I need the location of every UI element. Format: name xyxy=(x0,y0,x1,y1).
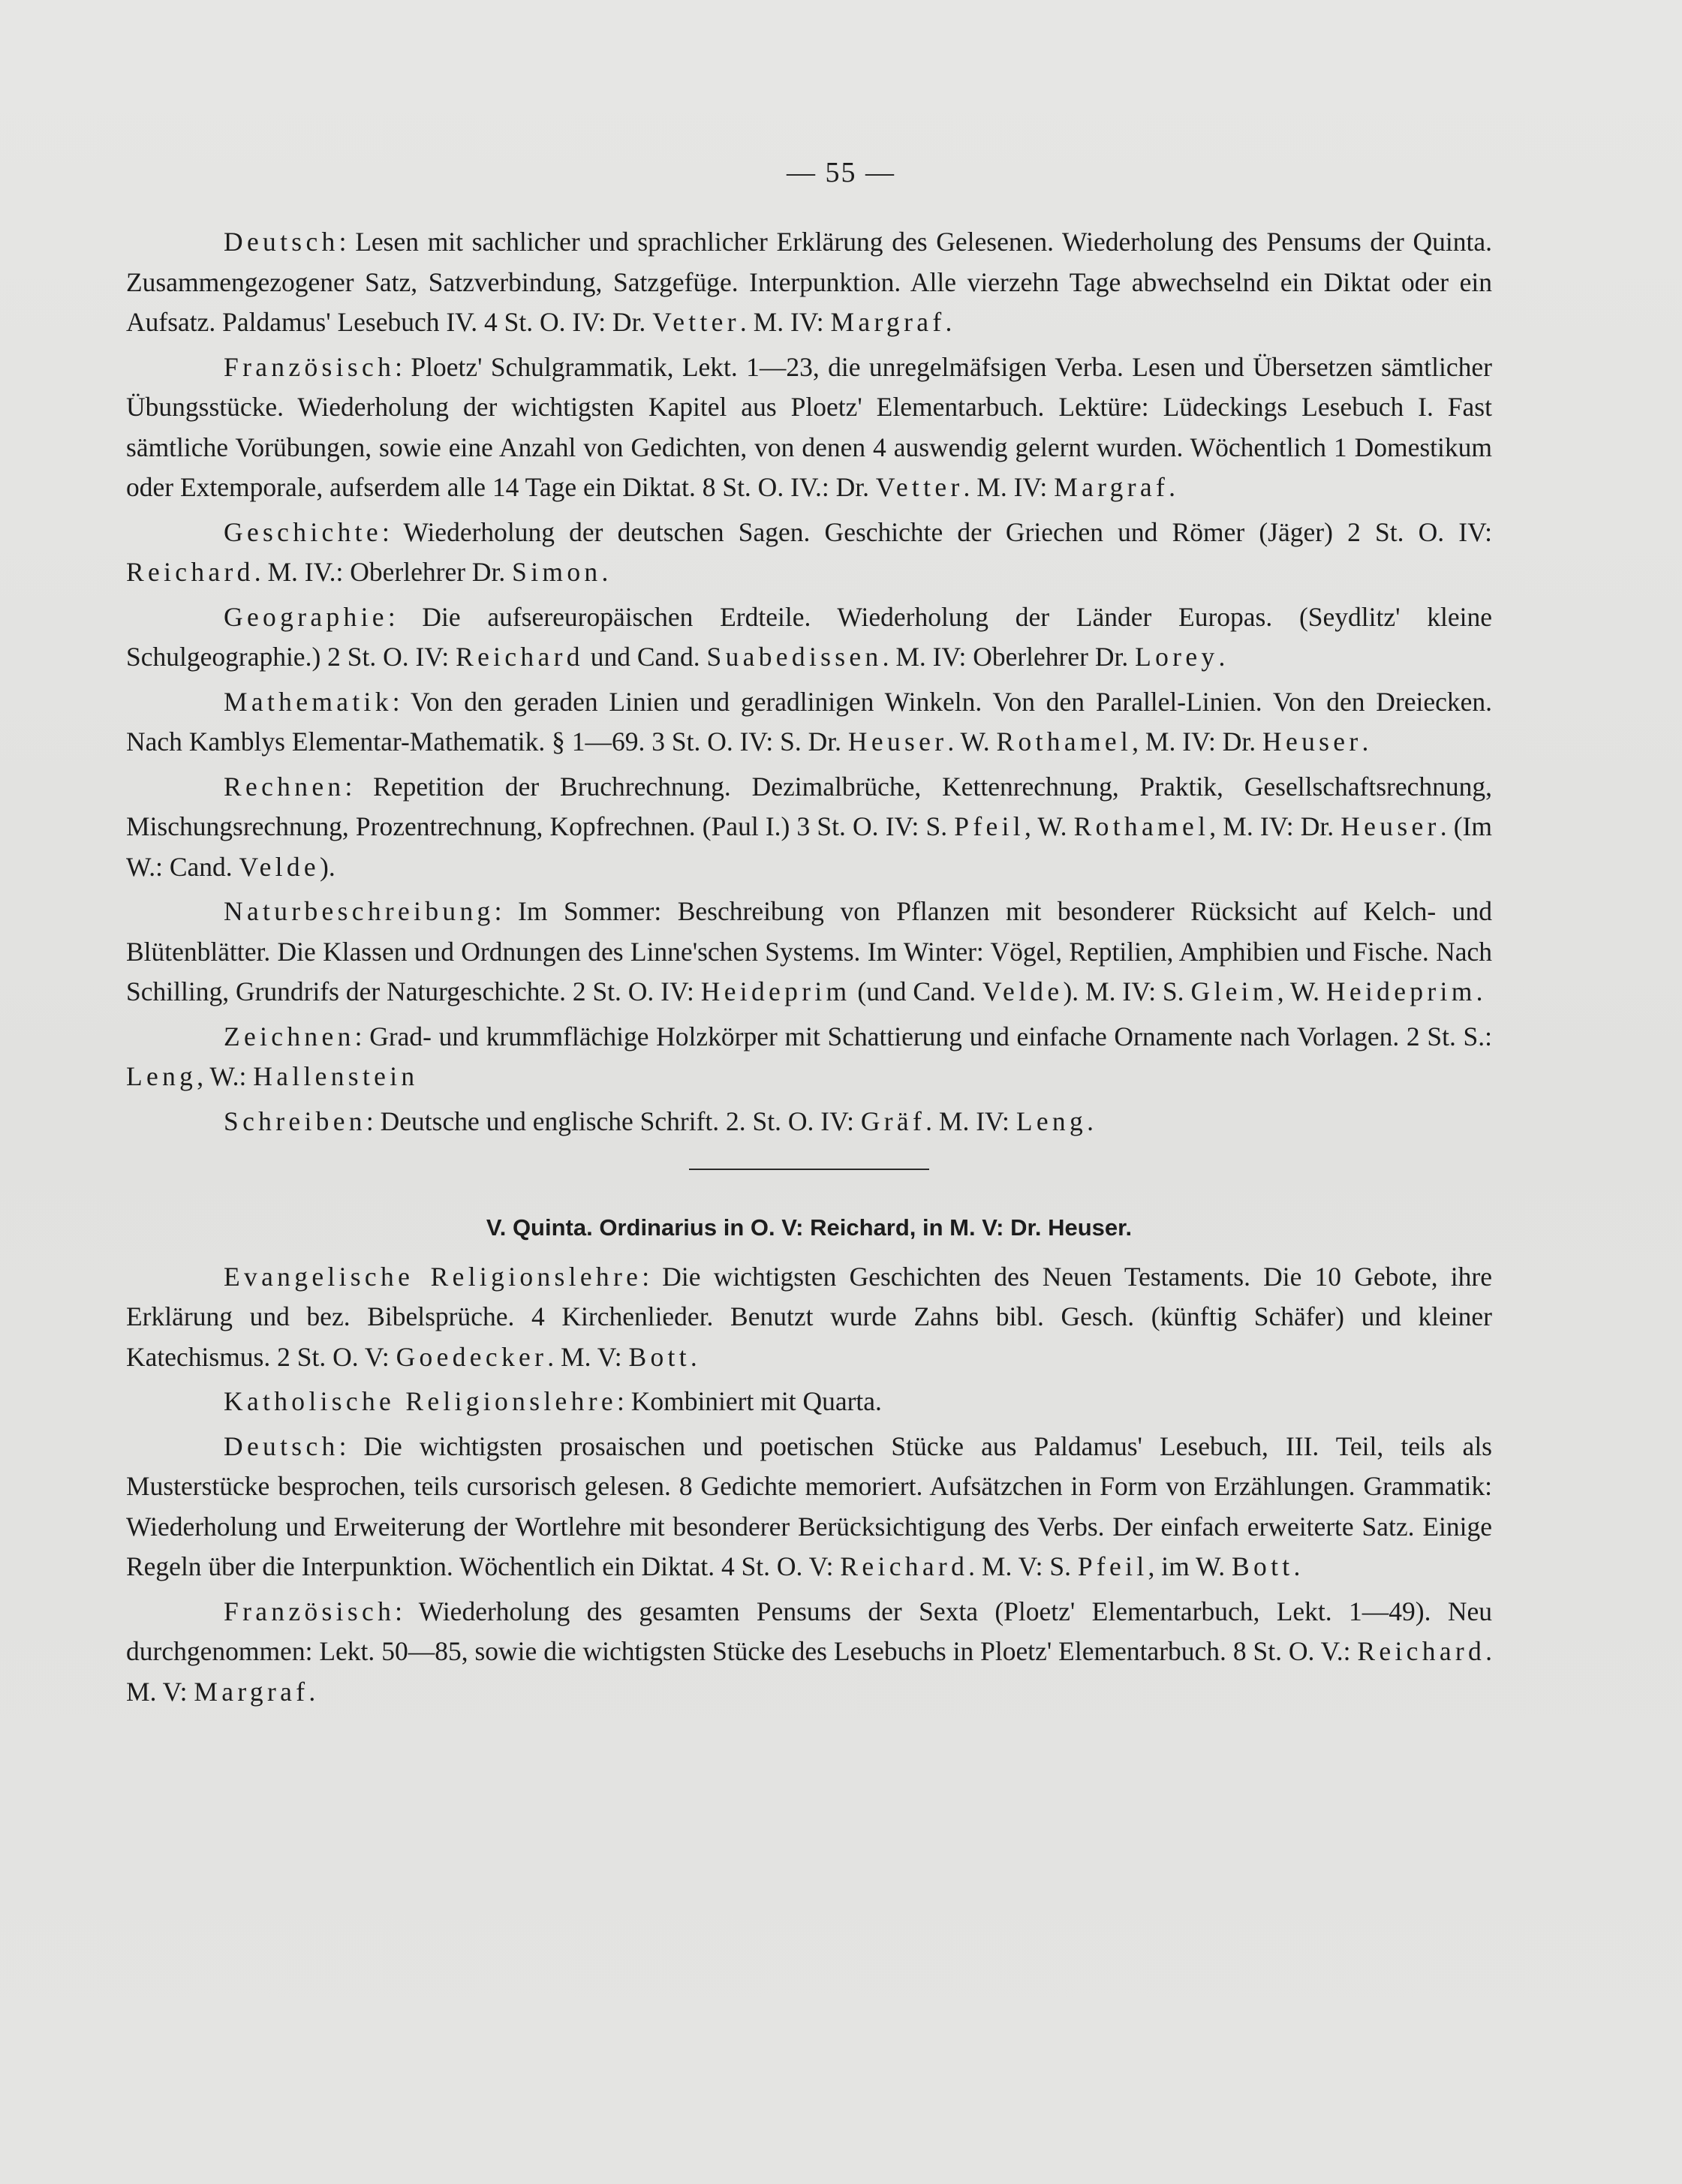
paragraph-text: . M. IV: Oberlehrer Dr. xyxy=(882,642,1136,672)
subject-paragraph: Katholische Religionslehre: Kombiniert mit Quarta. xyxy=(224,1386,882,1416)
person-name: Suabedissen xyxy=(706,642,883,672)
person-name: Velde xyxy=(982,976,1064,1006)
paragraph-text: Die aufsereuropäischen Erdteile. Wiederholung der Länder Europas. (Seydlitz' kleine Schulgeographie.) 2 St. O. IV: xyxy=(126,601,1492,672)
subject-paragraph: Schreiben: Deutsche und englische Schrift. 2. St. O. IV: Gräf. M. IV: Leng. xyxy=(224,1106,1094,1136)
person-name: Rothamel xyxy=(996,726,1133,757)
quinta-curriculum xyxy=(126,1257,1492,1713)
paragraph-text: , W.: xyxy=(197,1061,254,1091)
paragraph-text: Im Sommer: Beschreibung von Pflanzen mit besonderer Rücksicht auf Kelch- und Blütenblätter. Die Klassen und Ordnungen des Linne'schen Systems. Im Winter: Vögel, Reptilien, Amphibien und Fische. Nach Schilling, Grundrifs der Naturgeschichte. 2 St. O. IV: xyxy=(126,896,1492,1006)
paragraph-text: und Cand. xyxy=(583,642,707,672)
paragraph-text: . M. IV: xyxy=(963,472,1055,502)
person-name: Margraf xyxy=(1054,472,1169,502)
person-name: Heideprim xyxy=(700,976,851,1006)
person-name: Heideprim xyxy=(1325,976,1476,1006)
paragraph-text: . M. IV: xyxy=(925,1106,1016,1136)
subject-paragraph: Zeichnen: Grad- und krummflächige Holzkörper mit Schattierung und einfache Ornamente nach Vorlagen. 2 St. S.: Leng, W.: Hallenstein xyxy=(126,1021,1492,1091)
person-name: Velde xyxy=(239,851,320,882)
paragraph-text: . xyxy=(1169,472,1175,502)
subject-label: Rechnen xyxy=(224,771,345,802)
paragraph-text: , W. xyxy=(1024,811,1074,841)
subject-label: Geschichte xyxy=(224,516,382,547)
subject-paragraph: Geschichte: Wiederholung der deutschen Sagen. Geschichte der Griechen und Römer (Jäger) 2 St. O. IV: Reichard. M. IV.: Oberlehrer Dr. Simon. xyxy=(126,516,1492,587)
person-name: Hallenstein xyxy=(253,1061,419,1091)
subject-label: Französisch xyxy=(224,1596,396,1626)
paragraph-text: . xyxy=(945,307,952,337)
paragraph-text: . xyxy=(1293,1551,1301,1581)
paragraph-text: , im W. xyxy=(1148,1551,1232,1581)
subject-label: Mathematik xyxy=(224,686,393,717)
subject-paragraph: Französisch: Wiederholung des gesamten Pensums der Sexta (Ploetz' Elementarbuch, Lekt. 1—49). Neu durchgenommen: Lekt. 50—85, sowie die wichtigsten Stücke des Lesebuchs in Ploetz' Elementarbuch. 8 St. O. V.: Reichard. M. V: Margraf. xyxy=(126,1596,1492,1707)
person-name: Leng xyxy=(126,1061,197,1091)
paragraph-text: (und Cand. xyxy=(850,976,983,1006)
paragraph-text: , M. IV: Dr. xyxy=(1209,811,1341,841)
paragraph-text: Lesen mit sachlicher und sprachlicher Erklärung des Gelesenen. Wiederholung des Pensums der Quinta. Zusammengezogener Satz, Satzverbindung, Satzgefüge. Interpunktion. Alle vierzehn Tage abwechselnd ein Diktat oder ein Aufsatz. Paldamus' Lesebuch IV. 4 St. O. IV: Dr. xyxy=(126,227,1492,337)
paragraph-text: Repetition der Bruchrechnung. Dezimalbrüche, Kettenrechnung, Praktik, Gesellschaftsrechnung, Mischungsrechnung, Prozentrechnung, Kopfrechnen. (Paul I.) 3 St. O. IV: S. xyxy=(126,771,1492,841)
person-name: Reichard xyxy=(1357,1636,1486,1666)
section-divider xyxy=(689,1169,929,1170)
person-name: Margraf xyxy=(830,307,946,337)
person-name: Heuser xyxy=(1262,726,1362,757)
paragraph-text: , M. IV: Dr. xyxy=(1132,726,1263,757)
person-name: Reichard xyxy=(840,1551,969,1581)
section-heading: V. Quinta. Ordinarius in O. V: Reichard, in M. V: Dr. Heuser. xyxy=(486,1214,1133,1241)
quarta-curriculum xyxy=(126,222,1492,1142)
subject-label: Deutsch xyxy=(224,227,339,257)
person-name: Gräf xyxy=(860,1106,926,1136)
subject-label: Schreiben xyxy=(224,1106,366,1136)
subject-label: Naturbeschreibung xyxy=(224,896,495,926)
person-name: Pfeil xyxy=(954,811,1025,841)
page-number: — 55 — xyxy=(787,157,895,188)
subject-label: Evangelische Religionslehre xyxy=(224,1261,642,1292)
paragraph-text: Wiederholung der deutschen Sagen. Geschichte der Griechen und Römer (Jäger) 2 St. O. IV: xyxy=(403,516,1492,547)
person-name: Leng xyxy=(1016,1106,1088,1136)
paragraph-text: . W. xyxy=(947,726,997,757)
subject-label: Zeichnen xyxy=(224,1021,355,1051)
paragraph-text: . xyxy=(1476,976,1483,1006)
person-name: Simon xyxy=(512,557,602,587)
person-name: Goedecker xyxy=(396,1341,548,1372)
paragraph-text: . xyxy=(1218,642,1226,672)
paragraph-text: Kombiniert mit Quarta. xyxy=(630,1386,882,1416)
paragraph-text: Die wichtigsten Geschichten des Neuen Testaments. Die 10 Gebote, ihre Erklärung und bez. Bibelsprüche. 4 Kirchenlieder. Benutzt wurde Zahns bibl. Gesch. (künftig Schäfer) und kleiner Katechismus. 2 St. O. V: xyxy=(126,1261,1492,1372)
paragraph-text: . M. IV: xyxy=(739,307,831,337)
person-name: Heuser xyxy=(1340,811,1440,841)
subject-label: Deutsch xyxy=(224,1430,339,1461)
person-name: Rothamel xyxy=(1073,811,1210,841)
paragraph-text: . xyxy=(308,1676,316,1707)
person-name: Heuser xyxy=(847,726,948,757)
subject-paragraph: Geographie: Die aufsereuropäischen Erdteile. Wiederholung der Länder Europas. (Seydlitz' kleine Schulgeographie.) 2 St. O. IV: Reichard und Cand. Suabedissen. M. IV: Oberlehrer Dr. Lorey. xyxy=(126,601,1492,672)
subject-paragraph: Deutsch: Lesen mit sachlicher und sprachlicher Erklärung des Gelesenen. Wiederholung des Pensums der Quinta. Zusammengezogener Satz, Satzverbindung, Satzgefüge. Interpunktion. Alle vierzehn Tage abwechselnd ein Diktat oder ein Aufsatz. Paldamus' Lesebuch IV. 4 St. O. IV: Dr. Vetter. M. IV: Margraf. xyxy=(126,227,1492,337)
person-name: Bott xyxy=(628,1341,691,1372)
paragraph-text: Von den geraden Linien und geradlinigen Winkeln. Von den Parallel-Linien. Von den Dreiecken. Nach Kamblys Elementar-Mathematik. § 1—69. 3 St. O. IV: S. Dr. xyxy=(126,686,1492,757)
paragraph-text: . M. V: S. xyxy=(968,1551,1078,1581)
subject-label: Geographie xyxy=(224,601,388,632)
person-name: Gleim xyxy=(1190,976,1277,1006)
paragraph-text: Wiederholung des gesamten Pensums der Sexta (Ploetz' Elementarbuch, Lekt. 1—49). Neu durchgenommen: Lekt. 50—85, sowie die wichtigsten Stücke des Lesebuchs in Ploetz' Elementarbuch. 8 St. O. V.: xyxy=(126,1596,1492,1666)
paragraph-text: Die wichtigsten prosaischen und poetischen Stücke aus Paldamus' Lesebuch, III. Teil, teils als Musterstücke besprochen, teils cursorisch gelesen. 8 Gedichte memoriert. Aufsätzchen in Form von Erzählungen. Grammatik: Wiederholung und Erweiterung der Wortlehre mit besonderer Berücksichtigung des Verbs. Der einfach erweiterte Satz. Einige Regeln über die Interpunktion. Wöchentlich ein Diktat. 4 St. O. V: xyxy=(126,1430,1492,1581)
person-name: Vetter xyxy=(875,472,964,502)
paragraph-text: Grad- und krummflächige Holzkörper mit Schattierung und einfache Ornamente nach Vorlagen. 2 St. S.: xyxy=(369,1021,1492,1051)
subject-paragraph: Mathematik: Von den geraden Linien und geradlinigen Winkeln. Von den Parallel-Linien. Von den Dreiecken. Nach Kamblys Elementar-Mathematik. § 1—69. 3 St. O. IV: S. Dr. Heuser. W. Rothamel, M. IV: Dr. Heuser. xyxy=(126,686,1492,757)
person-name: Pfeil xyxy=(1077,1551,1148,1581)
paragraph-text: ). xyxy=(320,851,335,882)
paragraph-text: . xyxy=(1087,1106,1094,1136)
person-name: Bott xyxy=(1231,1551,1294,1581)
paragraph-text: Deutsche und englische Schrift. 2. St. O. IV: xyxy=(380,1106,861,1136)
paragraph-text: Ploetz' Schulgrammatik, Lekt. 1—23, die unregelmäfsigen Verba. Lesen und Übersetzen sämtlicher Übungsstücke. Wiederholung der wichtigsten Kapitel aus Ploetz' Elementarbuch. Lektüre: Lüdeckings Lesebuch I. Fast sämtliche Vorübungen, sowie eine Anzahl von Gedichten, von denen 4 auswendig gelernt wurden. Wöchentlich 1 Domestikum oder Extemporale, aufserdem alle 14 Tage ein Diktat. 8 St. O. IV.: Dr. xyxy=(126,351,1492,502)
person-name: Reichard xyxy=(126,557,254,587)
person-name: Vetter xyxy=(652,307,740,337)
paragraph-text: . (Im W.: Cand. xyxy=(126,811,1492,882)
paragraph-text: . M. V: xyxy=(547,1341,629,1372)
subject-paragraph: Naturbeschreibung: Im Sommer: Beschreibung von Pflanzen mit besonderer Rücksicht auf Kelch- und Blütenblätter. Die Klassen und Ordnungen des Linne'schen Systems. Im Winter: Vögel, Reptilien, Amphibien und Fische. Nach Schilling, Grundrifs der Naturgeschichte. 2 St. O. IV: Heideprim (und Cand. Velde). M. IV: S. Gleim, W. Heideprim. xyxy=(126,896,1492,1006)
paragraph-text: . xyxy=(1362,726,1369,757)
paragraph-text: ). M. IV: S. xyxy=(1063,976,1191,1006)
person-name: Margraf xyxy=(194,1676,309,1707)
person-name: Lorey xyxy=(1135,642,1219,672)
paragraph-text: . M. V: xyxy=(126,1636,1492,1707)
paragraph-text: . M. IV.: Oberlehrer Dr. xyxy=(254,557,513,587)
subject-paragraph: Rechnen: Repetition der Bruchrechnung. Dezimalbrüche, Kettenrechnung, Praktik, Gesellschaftsrechnung, Mischungsrechnung, Prozentrechnung, Kopfrechnen. (Paul I.) 3 St. O. IV: S. Pfeil, W. Rothamel, M. IV: Dr. Heuser. (Im W.: Cand. Velde). xyxy=(126,771,1492,882)
paragraph-text: , W. xyxy=(1277,976,1326,1006)
subject-label: Katholische Religionslehre xyxy=(224,1386,617,1416)
subject-paragraph: Deutsch: Die wichtigsten prosaischen und poetischen Stücke aus Paldamus' Lesebuch, III. Teil, teils als Musterstücke besprochen, teils cursorisch gelesen. 8 Gedichte memoriert. Aufsätzchen in Form von Erzählungen. Grammatik: Wiederholung und Erweiterung der Wortlehre mit besonderer Berücksichtigung des Verbs. Der einfach erweiterte Satz. Einige Regeln über die Interpunktion. Wöchentlich ein Diktat. 4 St. O. V: Reichard. M. V: S. Pfeil, im W. Bott. xyxy=(126,1430,1492,1581)
page-body xyxy=(126,222,1492,1716)
person-name: Reichard xyxy=(456,642,584,672)
subject-paragraph: Französisch: Ploetz' Schulgrammatik, Lekt. 1—23, die unregelmäfsigen Verba. Lesen und Übersetzen sämtlicher Übungsstücke. Wiederholung der wichtigsten Kapitel aus Ploetz' Elementarbuch. Lektüre: Lüdeckings Lesebuch I. Fast sämtliche Vorübungen, sowie eine Anzahl von Gedichten, von denen 4 auswendig gelernt wurden. Wöchentlich 1 Domestikum oder Extemporale, aufserdem alle 14 Tage ein Diktat. 8 St. O. IV.: Dr. Vetter. M. IV: Margraf. xyxy=(126,351,1492,502)
subject-label: Französisch xyxy=(224,351,396,382)
subject-paragraph: Evangelische Religionslehre: Die wichtigsten Geschichten des Neuen Testaments. Die 10 Gebote, ihre Erklärung und bez. Bibelsprüche. 4 Kirchenlieder. Benutzt wurde Zahns bibl. Gesch. (künftig Schäfer) und kleiner Katechismus. 2 St. O. V: Goedecker. M. V: Bott. xyxy=(126,1261,1492,1372)
paragraph-text: . xyxy=(690,1341,697,1372)
paragraph-text: . xyxy=(601,557,609,587)
